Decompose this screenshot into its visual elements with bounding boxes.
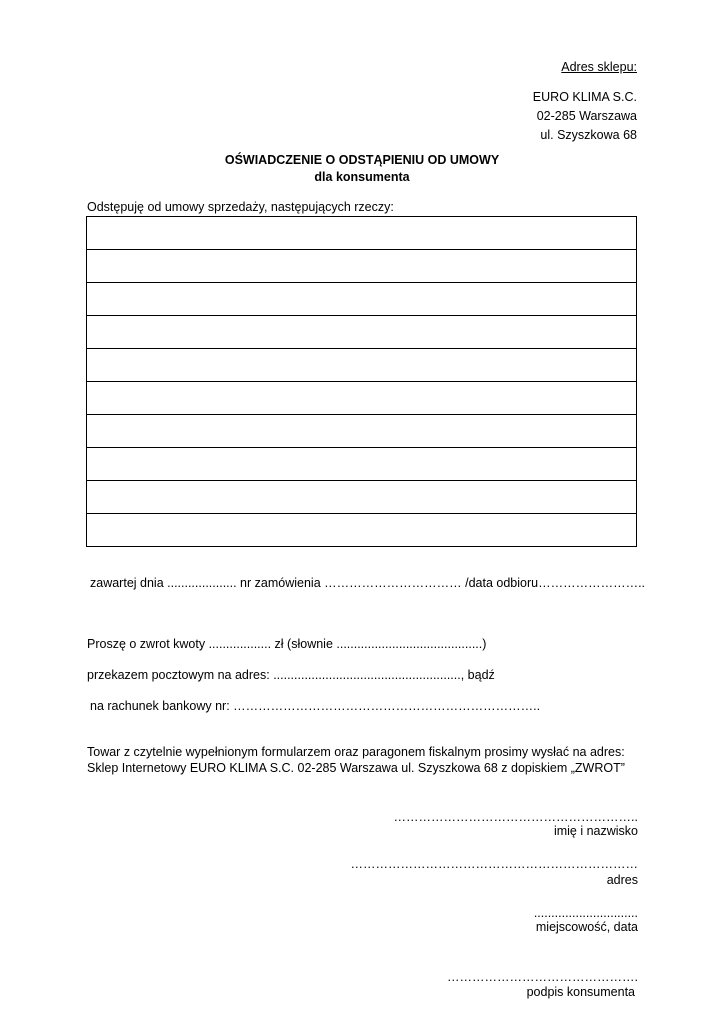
item-cell[interactable] bbox=[87, 250, 637, 283]
table-row[interactable] bbox=[87, 415, 637, 448]
document-title bbox=[0, 152, 724, 186]
items-table bbox=[86, 216, 637, 547]
title-sub: dla konsumenta bbox=[314, 170, 410, 184]
item-cell[interactable] bbox=[87, 481, 637, 514]
signature-dots-name: ………………………………………………….. bbox=[393, 810, 638, 824]
table-row[interactable] bbox=[87, 316, 637, 349]
item-cell[interactable] bbox=[87, 316, 637, 349]
signature-dots-consumer: ………………………………………. bbox=[447, 970, 638, 984]
store-name: EURO KLIMA S.C. bbox=[532, 90, 637, 104]
signature-label-place-date: miejscowość, data bbox=[535, 920, 638, 934]
store-address-heading: Adres sklepu: bbox=[561, 60, 637, 74]
signature-label-consumer: podpis konsumenta bbox=[526, 985, 635, 999]
item-cell[interactable] bbox=[87, 283, 637, 316]
item-cell[interactable] bbox=[87, 448, 637, 481]
store-postal-city: 02-285 Warszawa bbox=[536, 109, 637, 123]
table-row[interactable] bbox=[87, 514, 637, 547]
table-row[interactable] bbox=[87, 448, 637, 481]
bank-account-line: na rachunek bankowy nr: ……………………………………………………………….. bbox=[90, 699, 541, 713]
table-row[interactable] bbox=[87, 283, 637, 316]
signature-dots-place-date: .............................. bbox=[533, 906, 638, 920]
item-cell[interactable] bbox=[87, 382, 637, 415]
contract-date-order-line: zawartej dnia .................... nr zamówienia …………………………… /data odbioru…………………….. bbox=[90, 576, 646, 590]
store-address bbox=[533, 58, 637, 145]
table-row[interactable] bbox=[87, 481, 637, 514]
signature-label-name: imię i nazwisko bbox=[553, 824, 638, 838]
item-cell[interactable] bbox=[87, 415, 637, 448]
store-street: ul. Szyszkowa 68 bbox=[540, 128, 637, 142]
table-row[interactable] bbox=[87, 349, 637, 382]
item-cell[interactable] bbox=[87, 349, 637, 382]
table-row[interactable] bbox=[87, 382, 637, 415]
shipping-instruction-line1: Towar z czytelnie wypełnionym formularzem oraz paragonem fiskalnym prosimy wysłać na adres: bbox=[87, 745, 625, 759]
signature-dots-address: …………………………………………………………… bbox=[350, 857, 638, 871]
title-main: OŚWIADCZENIE O ODSTĄPIENIU OD UMOWY bbox=[224, 153, 500, 167]
table-row[interactable] bbox=[87, 250, 637, 283]
shipping-instruction-line2: Sklep Internetowy EURO KLIMA S.C. 02-285 Warszawa ul. Szyszkowa 68 z dopiskiem „ZWROT” bbox=[87, 761, 625, 775]
intro-text: Odstępuję od umowy sprzedaży, następujących rzeczy: bbox=[87, 200, 394, 214]
table-row[interactable] bbox=[87, 217, 637, 250]
postal-order-line: przekazem pocztowym na adres: ......................................................, bądź bbox=[87, 668, 495, 682]
item-cell[interactable] bbox=[87, 217, 637, 250]
item-cell[interactable] bbox=[87, 514, 637, 547]
refund-amount-line: Proszę o zwrot kwoty .................. zł (słownie ..........................................) bbox=[87, 637, 487, 651]
signature-label-address: adres bbox=[606, 873, 638, 887]
